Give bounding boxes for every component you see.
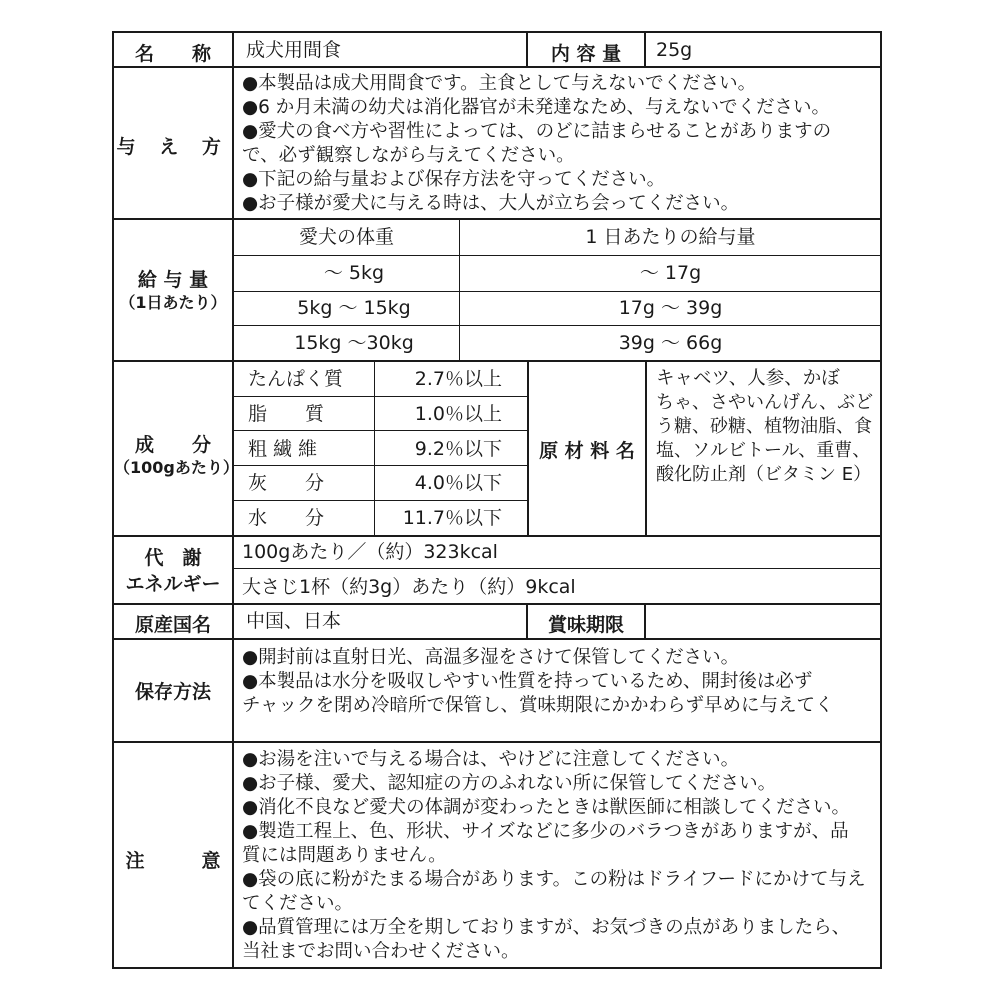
divider — [234, 430, 527, 431]
origin-header: 原産国名 — [134, 614, 211, 636]
caution-line: ●製造工程上、色、形状、サイズなどに多少のバラつきがありますが、品 — [242, 821, 849, 842]
divider — [645, 360, 647, 535]
caution-line: ●品質管理には万全を期しておりますが、お気づきの点がありましたら、 — [242, 917, 851, 938]
feeding-amount-header: 給 与 量 — [137, 269, 209, 291]
ingredients-line: ちゃ、さやいんげん、ぶど — [656, 392, 874, 413]
storage-line: ●開封前は直射日光、高温多湿をさけて保管してください。 — [242, 647, 740, 668]
weight-cell: ～ 5kg — [323, 262, 385, 284]
divider — [234, 500, 527, 501]
nutrient-name: 粗 繊 維 — [248, 438, 318, 460]
amount-column-header: 1 日あたりの給与量 — [585, 226, 756, 248]
caution-line: 当社までお問い合わせください。 — [242, 941, 520, 962]
feeding-amount-subheader: （1日あたり） — [119, 293, 227, 312]
divider — [374, 360, 375, 535]
divider — [114, 360, 880, 362]
divider — [114, 741, 880, 743]
storage-header: 保存方法 — [134, 681, 211, 703]
feeding-method-line: ●下記の給与量および保存方法を守ってください。 — [242, 169, 666, 190]
caution-line: ●消化不良など愛犬の体調が変わったときは獣医師に相談してください。 — [242, 797, 850, 818]
energy-header: 代 謝 — [144, 547, 202, 569]
nutrient-value: 2.7％以上 — [414, 368, 502, 390]
nutrient-value: 11.7％以下 — [402, 507, 502, 529]
weight-cell: 5kg ～ 15kg — [297, 297, 411, 319]
nutrient-value: 9.2％以下 — [414, 438, 502, 460]
composition-subheader: （100gあたり） — [114, 458, 239, 477]
feeding-method-line: で、必ず観察しながら与えてください。 — [242, 145, 575, 166]
nutrient-name: 灰 分 — [248, 472, 325, 494]
caution-line: ●お湯を注いで与える場合は、やけどに注意してください。 — [242, 749, 740, 770]
storage-line: ●本製品は水分を吸収しやすい性質を持っているため、開封後は必ず — [242, 671, 813, 692]
storage-line: チャックを閉め冷暗所で保管し、賞味期限にかかわらず早めに与えてく — [242, 695, 834, 716]
divider — [114, 218, 880, 220]
feeding-method-header: 与 え 方 — [116, 136, 230, 158]
caution-header: 注 意 — [125, 850, 221, 872]
origin-value: 中国、日本 — [246, 610, 342, 632]
energy-per-100g: 100gあたり／（約）323kcal — [242, 541, 498, 563]
feeding-method-line: ●6 か月未満の幼犬は消化器官が未発達なため、与えないでください。 — [242, 97, 831, 118]
caution-line: 質には問題ありません。 — [242, 845, 447, 866]
composition-header: 成 分 — [134, 434, 211, 456]
feeding-method-line: ●お子様が愛犬に与える時は、大人が立ち会ってください。 — [242, 193, 740, 214]
amount-cell: 17g ～ 39g — [618, 297, 723, 319]
ingredients-line: 酸化防止剤（ビタミン E） — [656, 464, 872, 485]
feeding-method-line: ●本製品は成犬用間食です。主食として与えないでください。 — [242, 73, 757, 94]
weight-cell: 15kg ～30kg — [294, 332, 414, 354]
nutrient-name: 脂 質 — [248, 403, 325, 425]
amount-cell: ～ 17g — [639, 262, 702, 284]
ingredients-line: キャベツ、人参、かぼ — [656, 368, 840, 389]
divider — [234, 255, 880, 256]
divider — [114, 66, 880, 68]
best-before-header: 賞味期限 — [547, 614, 624, 636]
divider — [234, 325, 880, 326]
nutrient-name: たんぱく質 — [248, 368, 344, 390]
name-value: 成犬用間食 — [246, 39, 342, 61]
divider — [114, 535, 880, 537]
product-label — [112, 31, 882, 969]
divider — [644, 603, 646, 638]
amount-cell: 39g ～ 66g — [618, 332, 723, 354]
caution-line: ●お子様、愛犬、認知症の方のふれない所に保管してください。 — [242, 773, 777, 794]
divider — [234, 291, 880, 292]
caution-line: ●袋の底に粉がたまる場合があります。この粉はドライフードにかけて与え — [242, 869, 866, 890]
energy-per-spoon: 大さじ1杯（約3g）あたり（約）9kcal — [242, 576, 576, 598]
caution-line: てください。 — [242, 893, 354, 914]
feeding-method-line: ●愛犬の食べ方や習性によっては、のどに詰まらせることがありますの — [242, 121, 832, 142]
nutrient-name: 水 分 — [248, 507, 325, 529]
divider — [114, 603, 880, 605]
ingredients-line: 塩、ソルビトール、重曹、 — [656, 440, 871, 461]
name-header: 名 称 — [134, 43, 211, 65]
divider — [234, 568, 880, 569]
divider — [114, 638, 880, 640]
content-amount-header: 内 容 量 — [550, 43, 622, 65]
ingredients-header: 原 材 料 名 — [539, 440, 635, 462]
ingredients-line: う糖、砂糖、植物油脂、食 — [656, 416, 872, 437]
nutrient-value: 1.0％以上 — [414, 403, 502, 425]
divider — [234, 396, 527, 397]
nutrient-value: 4.0％以下 — [414, 472, 502, 494]
energy-header-line2: エネルギー — [125, 573, 221, 595]
divider — [234, 465, 527, 466]
content-amount-value: 25g — [656, 39, 693, 61]
divider — [644, 33, 646, 66]
weight-column-header: 愛犬の体重 — [298, 226, 394, 248]
